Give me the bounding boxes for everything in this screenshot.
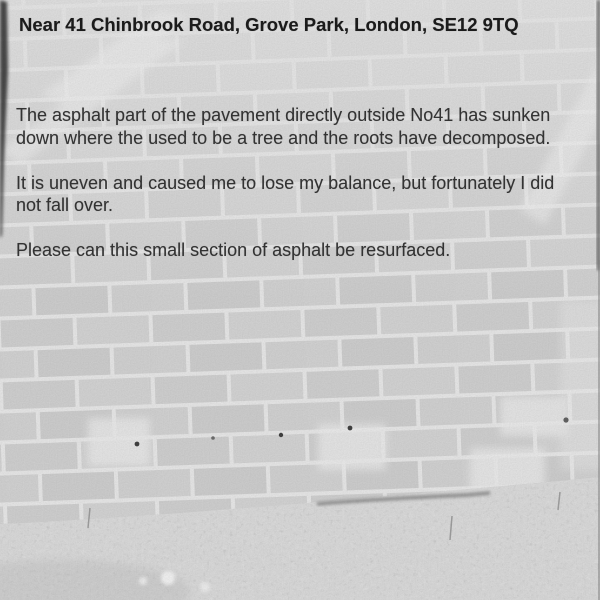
report-description (16, 104, 556, 262)
report-paragraph-1: The asphalt part of the pavement directly outside No41 has sunken down where the used to be a tree and the roots have decomposed. (16, 105, 551, 148)
report-paragraph-2: It is uneven and caused me to lose my balance, but fortunately I did not fall over. (16, 172, 555, 215)
report-paragraph-3: Please can this small section of asphalt be resurfaced. (16, 240, 451, 260)
report-location-title: Near 41 Chinbrook Road, Grove Park, London, SE12 9TQ (19, 14, 519, 35)
report-text-overlay (0, 0, 600, 284)
